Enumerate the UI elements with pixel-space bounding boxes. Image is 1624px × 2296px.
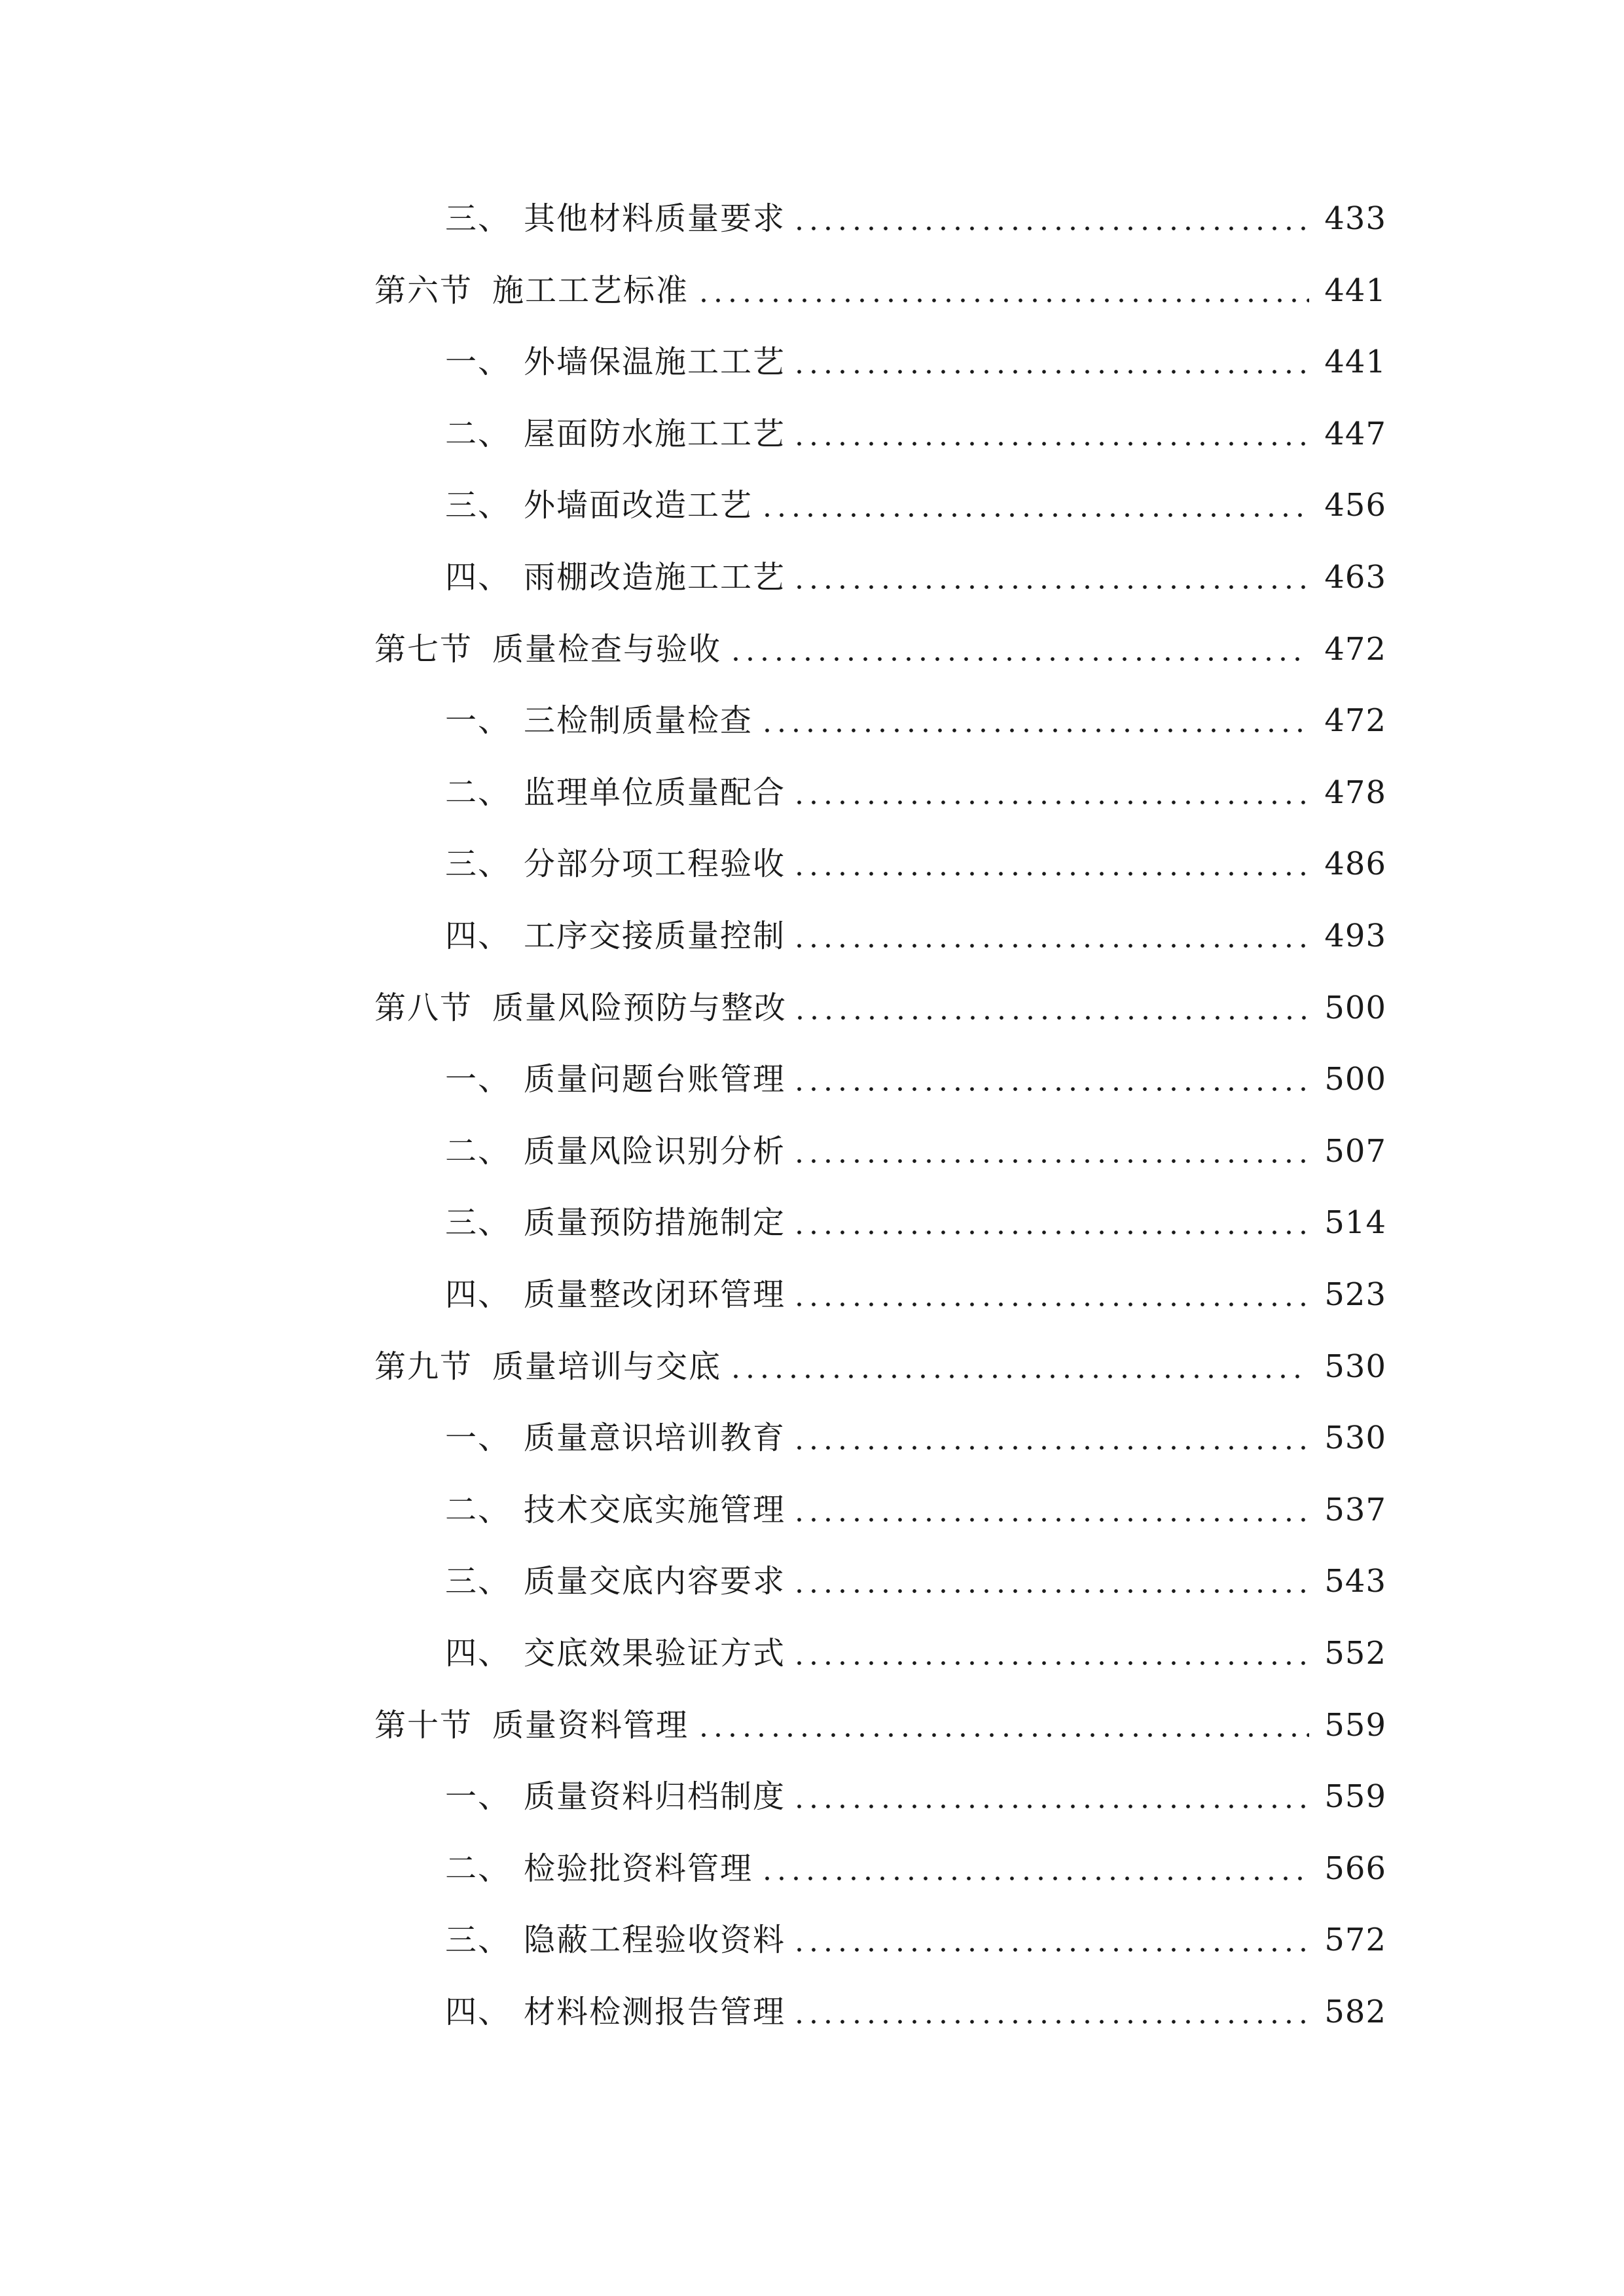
toc-page-number: 441 <box>1324 344 1386 381</box>
toc-page-number: 456 <box>1324 487 1386 524</box>
toc-entry-number: 二、 <box>445 774 511 811</box>
toc-dot-leader <box>760 705 1309 736</box>
toc-entry-number: 一、 <box>445 344 511 381</box>
toc-entry-number: 三、 <box>445 1204 511 1242</box>
toc-section-entry[interactable] <box>0 630 1624 706</box>
toc-entry-title: 外墙保温施工工艺 <box>524 344 786 381</box>
toc-dot-leader <box>792 1279 1309 1310</box>
toc-subsection-entry[interactable] <box>0 559 1624 634</box>
toc-dot-leader <box>696 1710 1309 1741</box>
toc-page-number: 463 <box>1324 559 1386 596</box>
toc-entry-number: 三、 <box>445 1922 511 1959</box>
toc-dot-leader <box>792 346 1309 378</box>
toc-subsection-entry[interactable] <box>0 1778 1624 1853</box>
toc-entry-title: 分部分项工程验收 <box>524 846 786 883</box>
toc-subsection-entry[interactable] <box>0 1924 1624 1996</box>
toc-entry-number: 二、 <box>445 1132 511 1170</box>
toc-dot-leader <box>792 418 1309 450</box>
toc-entry-title: 质量资料管理 <box>492 1706 689 1744</box>
toc-page-number: 486 <box>1324 846 1386 883</box>
toc-entry-number: 一、 <box>445 702 511 740</box>
toc-entry-title: 施工工艺标准 <box>492 272 689 309</box>
toc-page-number: 582 <box>1324 1994 1386 2030</box>
toc-entry-number: 第八节 <box>374 989 473 1026</box>
toc-entry-title: 技术交底实施管理 <box>524 1491 786 1528</box>
toc-page-number: 523 <box>1324 1276 1386 1313</box>
toc-dot-leader <box>792 777 1309 808</box>
toc-dot-leader <box>792 1781 1309 1812</box>
toc-section-entry[interactable] <box>0 1348 1624 1423</box>
toc-entry-title: 监理单位质量配合 <box>524 774 786 811</box>
toc-subsection-entry[interactable] <box>0 702 1624 777</box>
toc-entry-number: 二、 <box>445 415 511 452</box>
toc-section-entry[interactable] <box>0 272 1624 347</box>
toc-subsection-entry[interactable] <box>0 848 1624 920</box>
toc-entry-title: 三检制质量检查 <box>524 702 753 740</box>
toc-entry-title: 其他材料质量要求 <box>524 200 786 237</box>
toc-page-number: 500 <box>1324 1061 1386 1098</box>
toc-entry-title: 质量交底内容要求 <box>524 1563 786 1600</box>
toc-entry-number: 三、 <box>445 487 511 524</box>
toc-page-number: 559 <box>1324 1778 1386 1816</box>
toc-section-entry[interactable] <box>0 989 1624 1064</box>
toc-entry-number: 第七节 <box>374 630 473 668</box>
toc-dot-leader <box>792 920 1309 952</box>
toc-subsection-entry[interactable] <box>0 200 1624 275</box>
toc-entry-number: 三、 <box>445 1563 511 1600</box>
toc-page-number: 559 <box>1324 1706 1386 1744</box>
toc-dot-leader <box>793 992 1309 1024</box>
toc-subsection-entry[interactable] <box>0 1061 1624 1136</box>
toc-page-number: 472 <box>1324 702 1386 740</box>
toc-page-number: 566 <box>1324 1850 1386 1887</box>
toc-entry-title: 质量风险预防与整改 <box>492 989 787 1026</box>
toc-subsection-entry[interactable] <box>0 415 1624 490</box>
toc-page-number: 433 <box>1324 200 1386 237</box>
toc-page-number: 552 <box>1324 1635 1386 1672</box>
toc-section-entry[interactable] <box>0 1706 1624 1782</box>
toc-dot-leader <box>792 1422 1309 1454</box>
toc-dot-leader <box>792 1494 1309 1526</box>
toc-page-number: 537 <box>1324 1491 1386 1528</box>
toc-entry-number: 第九节 <box>374 1348 473 1385</box>
toc-entry-title: 质量风险识别分析 <box>524 1132 786 1170</box>
toc-entry-title: 质量培训与交底 <box>492 1348 722 1385</box>
toc-subsection-entry[interactable] <box>0 1996 1624 2068</box>
toc-entry-number: 四、 <box>445 559 511 596</box>
toc-entry-number: 一、 <box>445 1420 511 1457</box>
toc-entry-number: 四、 <box>445 1276 511 1313</box>
toc-page-number: 493 <box>1324 918 1386 954</box>
toc-entry-title: 雨棚改造施工工艺 <box>524 559 786 596</box>
toc-entry-title: 隐蔽工程验收资料 <box>524 1922 786 1959</box>
toc-entry-number: 第六节 <box>374 272 473 309</box>
toc-page-number: 514 <box>1324 1204 1386 1242</box>
toc-page-number: 543 <box>1324 1563 1386 1600</box>
toc-page-number: 530 <box>1324 1348 1386 1385</box>
toc-page-number: 500 <box>1324 989 1386 1026</box>
toc-dot-leader <box>792 1136 1309 1167</box>
toc-entry-number: 二、 <box>445 1491 511 1528</box>
toc-dot-leader <box>792 1924 1309 1956</box>
toc-entry-title: 检验批资料管理 <box>524 1850 753 1887</box>
toc-subsection-entry[interactable] <box>0 920 1624 992</box>
toc-entry-number: 三、 <box>445 846 511 883</box>
toc-subsection-entry[interactable] <box>0 1635 1624 1710</box>
toc-subsection-entry[interactable] <box>0 1422 1624 1494</box>
toc-dot-leader <box>792 1207 1309 1238</box>
toc-subsection-entry[interactable] <box>0 1563 1624 1638</box>
toc-page-number: 447 <box>1324 415 1386 452</box>
toc-dot-leader <box>792 1064 1309 1095</box>
toc-subsection-entry[interactable] <box>0 1491 1624 1566</box>
toc-dot-leader <box>760 490 1309 521</box>
toc-dot-leader <box>760 1853 1309 1884</box>
toc-entry-title: 质量问题台账管理 <box>524 1061 786 1098</box>
toc-page-number: 530 <box>1324 1420 1386 1457</box>
toc-entry-title: 质量整改闭环管理 <box>524 1276 786 1313</box>
toc-entry-number: 二、 <box>445 1850 511 1887</box>
toc-subsection-entry[interactable] <box>0 1850 1624 1925</box>
toc-entry-title: 工序交接质量控制 <box>524 918 786 954</box>
toc-entry-title: 质量检查与验收 <box>492 630 722 668</box>
toc-dot-leader <box>792 562 1309 593</box>
toc-dot-leader <box>792 1566 1309 1597</box>
toc-dot-leader <box>792 1638 1309 1669</box>
toc-page-number: 572 <box>1324 1922 1386 1959</box>
toc-dot-leader <box>792 1996 1309 2028</box>
toc-entry-number: 一、 <box>445 1061 511 1098</box>
toc-entry-title: 质量意识培训教育 <box>524 1420 786 1457</box>
toc-page-number: 441 <box>1324 272 1386 309</box>
toc-page-number: 478 <box>1324 774 1386 811</box>
toc-entry-title: 交底效果验证方式 <box>524 1635 786 1672</box>
toc-page-number: 472 <box>1324 630 1386 668</box>
toc-entry-title: 外墙面改造工艺 <box>524 487 753 524</box>
toc-subsection-entry[interactable] <box>0 774 1624 849</box>
toc-entry-number: 四、 <box>445 1994 511 2030</box>
toc-dot-leader <box>729 634 1309 665</box>
toc-subsection-entry[interactable] <box>0 487 1624 562</box>
toc-dot-leader <box>696 275 1309 306</box>
toc-subsection-entry[interactable] <box>0 1204 1624 1279</box>
toc-dot-leader <box>792 848 1309 880</box>
toc-entry-number: 一、 <box>445 1778 511 1816</box>
toc-entry-title: 质量资料归档制度 <box>524 1778 786 1816</box>
toc-entry-title: 屋面防水施工工艺 <box>524 415 786 452</box>
toc-entry-title: 材料检测报告管理 <box>524 1994 786 2030</box>
toc-entry-number: 四、 <box>445 918 511 954</box>
toc-subsection-entry[interactable] <box>0 1132 1624 1208</box>
toc-dot-leader <box>792 203 1309 234</box>
toc-entry-number: 第十节 <box>374 1706 473 1744</box>
toc-entry-number: 四、 <box>445 1635 511 1672</box>
toc-entry-number: 三、 <box>445 200 511 237</box>
toc-dot-leader <box>729 1351 1309 1382</box>
toc-page-number: 507 <box>1324 1132 1386 1170</box>
toc-subsection-entry[interactable] <box>0 1276 1624 1351</box>
toc-entry-title: 质量预防措施制定 <box>524 1204 786 1242</box>
toc-subsection-entry[interactable] <box>0 346 1624 418</box>
